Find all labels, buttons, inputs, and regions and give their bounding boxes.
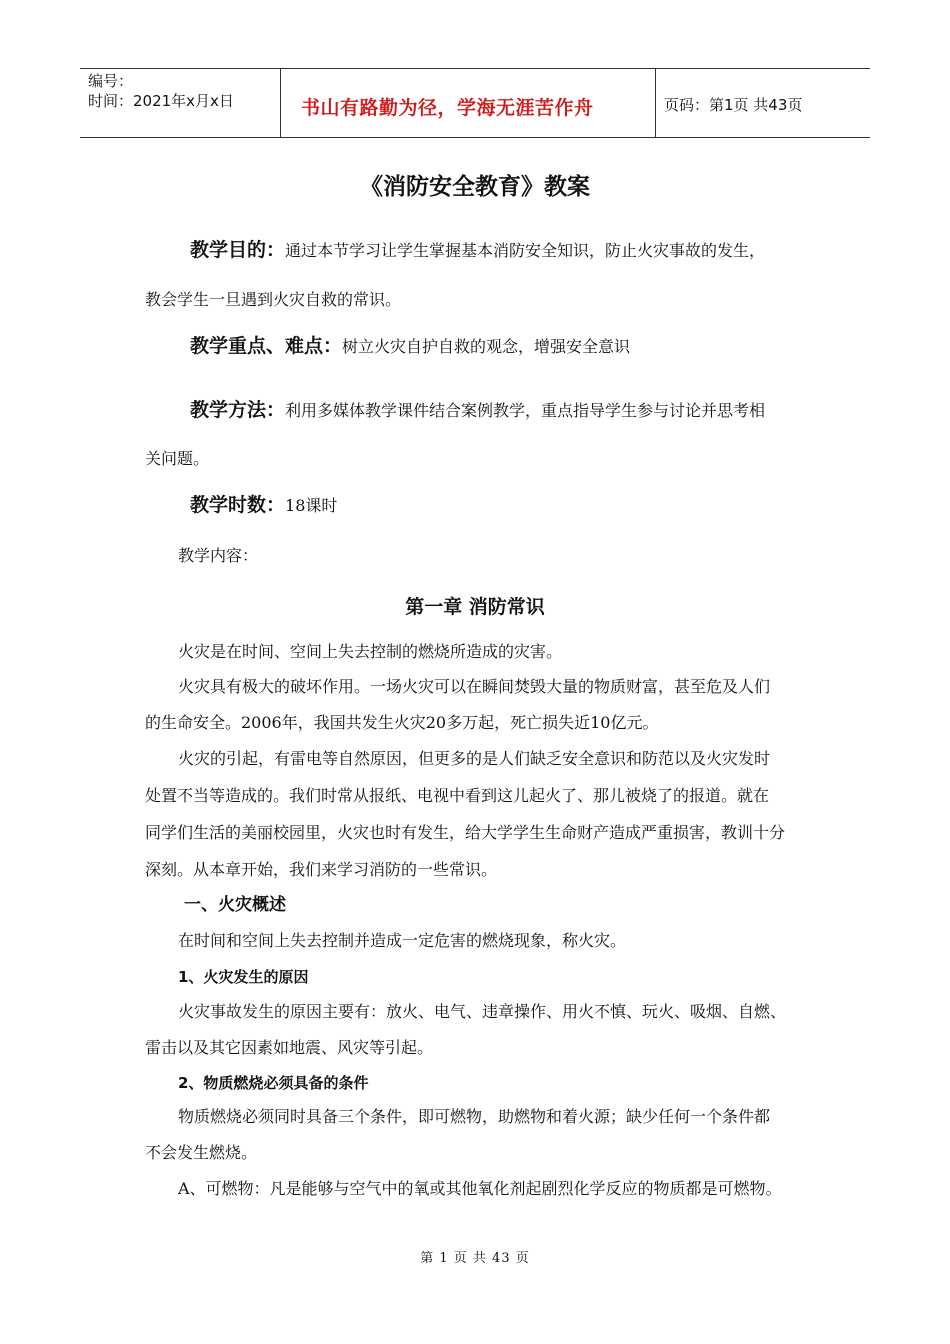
document-title: 《消防安全教育》教案	[360, 174, 590, 200]
hours-line	[190, 495, 337, 516]
subsection-2-text-b: 不会发生燃烧。	[145, 1143, 258, 1162]
section-1-definition: 在时间和空间上失去控制并造成一定危害的燃烧现象，称火灾。	[178, 931, 627, 950]
method-label: 教学方法：	[190, 399, 286, 421]
subsection-1-text-a: 火灾事故发生的原因主要有：放火、电气、违章操作、用火不慎、玩火、吸烟、自燃、	[178, 1002, 787, 1021]
key-points-label: 教学重点、难点：	[190, 335, 343, 357]
subsection-1-text-b: 雷击以及其它因素如地震、风灾等引起。	[145, 1038, 434, 1057]
chapter-title: 第一章 消防常识	[405, 596, 545, 618]
objective-text-1: 通过本节学习让学生掌握基本消防安全知识，防止火灾事故的发生，	[285, 241, 766, 260]
subsection-2-heading: 2、物质燃烧必须具备的条件	[178, 1074, 369, 1092]
header-meta-cell	[80, 69, 280, 137]
method-text-2: 关问题。	[145, 449, 210, 468]
item-a-combustible: A、可燃物：凡是能够与空气中的氧或其他氧化剂起剧烈化学反应的物质都是可燃物。	[178, 1179, 782, 1198]
header-motto-cell	[280, 69, 656, 137]
hours-text: 18课时	[285, 496, 338, 515]
page-footer: 第 1 页 共 43 页	[420, 1251, 530, 1266]
paragraph-3a: 火灾的引起，有雷电等自然原因，但更多的是人们缺乏安全意识和防范以及火灾发时	[178, 749, 771, 768]
paragraph-3c: 同学们生活的美丽校园里，火灾也时有发生，给大学学生生命财产造成严重损害，教训十分	[145, 823, 786, 842]
header-page-cell	[656, 69, 870, 137]
content-label: 教学内容：	[178, 546, 259, 565]
page-header-table	[80, 68, 870, 138]
number-label: 编号：	[88, 72, 134, 90]
subsection-1-heading: 1、火灾发生的原因	[178, 968, 309, 986]
objective-line	[190, 240, 765, 261]
objective-label: 教学目的：	[190, 239, 286, 261]
time-label: 时间：2021年x月x日	[88, 92, 234, 110]
method-text-1: 利用多媒体教学课件结合案例教学，重点指导学生参与讨论并思考相	[285, 401, 766, 420]
objective-text-2: 教会学生一旦遇到火灾自救的常识。	[145, 290, 402, 309]
paragraph-2a: 火灾具有极大的破坏作用。一场火灾可以在瞬间焚毁大量的物质财富，甚至危及人们	[178, 677, 771, 696]
paragraph-2b: 的生命安全。2006年，我国共发生火灾20多万起，死亡损失近10亿元。	[145, 713, 659, 732]
subsection-2-text-a: 物质燃烧必须同时具备三个条件，即可燃物，助燃物和着火源；缺少任何一个条件都	[178, 1107, 771, 1126]
paragraph-3b: 处置不当等造成的。我们时常从报纸、电视中看到这儿起火了、那儿被烧了的报道。就在	[145, 786, 770, 805]
key-points-line	[190, 336, 630, 357]
key-points-text: 树立火灾自护自救的观念，增强安全意识	[342, 337, 631, 356]
method-line	[190, 400, 765, 421]
paragraph-3d: 深刻。从本章开始，我们来学习消防的一些常识。	[145, 860, 498, 879]
section-1-heading: 一、火灾概述	[184, 895, 286, 915]
motto-text: 书山有路勤为径，学海无涯苦作舟	[301, 97, 594, 119]
page-info: 页码：第1页 共43页	[664, 96, 803, 114]
paragraph-1: 火灾是在时间、空间上失去控制的燃烧所造成的灾害。	[178, 642, 563, 661]
hours-label: 教学时数：	[190, 494, 286, 516]
